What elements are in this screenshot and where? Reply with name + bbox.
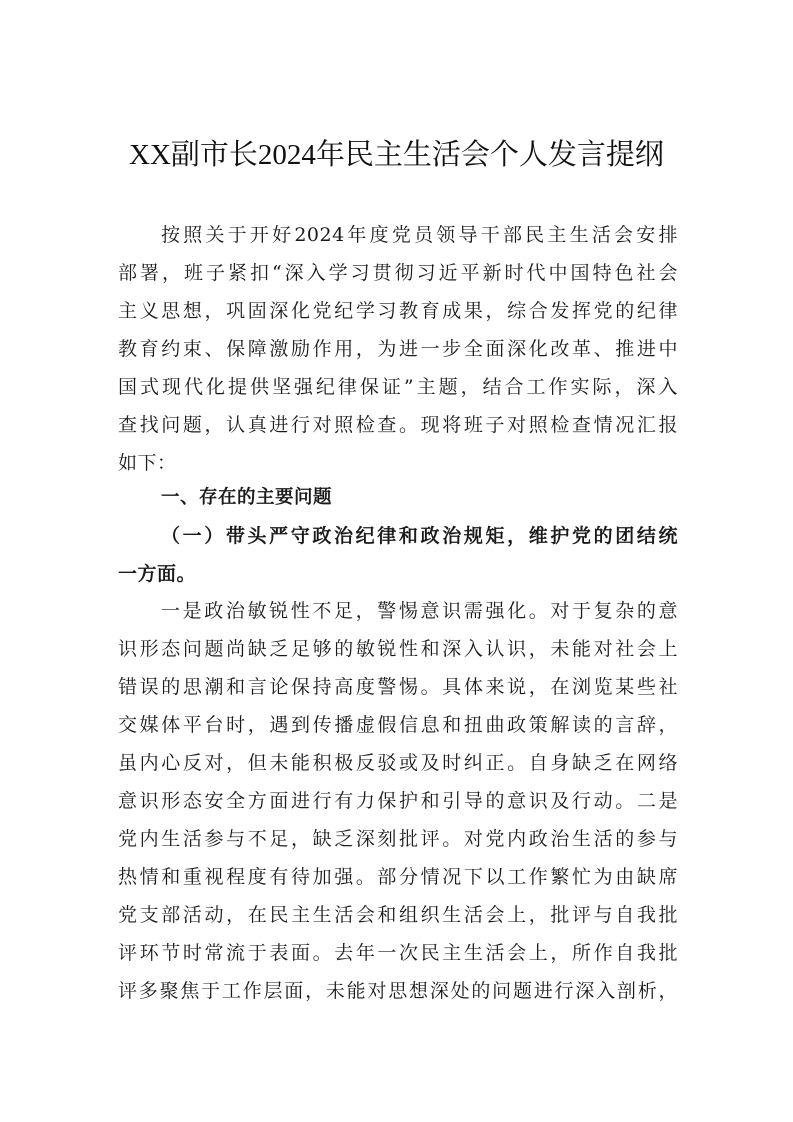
section-heading: 一、存在的主要问题 (161, 487, 333, 508)
intro-line: 查找问题，认真进行对照检查。现将班子对照检查情况汇报 (118, 414, 678, 436)
body-line: 虽内心反对，但未能积极反驳或及时纠正。自身缺乏在网络 (118, 752, 678, 774)
body-line: 热情和重视程度有待加强。部分情况下以工作繁忙为由缺席 (118, 866, 678, 888)
body-line: 评环节时常流于表面。去年一次民主生活会上，所作自我批 (118, 942, 678, 964)
subsection-heading-line: 一方面。 (118, 563, 197, 585)
document-title: XX副市长2024年民主生活会个人发言提纲 (129, 139, 664, 171)
body-line: 意识形态安全方面进行有力保护和引导的意识及行动。二是 (118, 790, 678, 812)
intro-line: 教育约束、保障激励作用，为进一步全面深化改革、推进中 (118, 338, 678, 360)
body-line: 评多聚焦于工作层面，未能对思想深处的问题进行深入剖析， (118, 980, 678, 1002)
intro-line: 按照关于开好2024年度党员领导干部民主生活会安排 (161, 224, 678, 246)
body-line: 党支部活动，在民主生活会和组织生活会上，批评与自我批 (118, 904, 678, 926)
body-line: 错误的思潮和言论保持高度警惕。具体来说，在浏览某些社 (118, 676, 678, 698)
intro-line: 部署，班子紧扣“深入学习贯彻习近平新时代中国特色社会 (118, 262, 678, 284)
intro-line: 国式现代化提供坚强纪律保证”主题，结合工作实际，深入 (118, 376, 678, 398)
body-line: 一是政治敏锐性不足，警惕意识需强化。对于复杂的意 (161, 600, 678, 622)
body-line: 交媒体平台时，遇到传播虚假信息和扭曲政策解读的言辞， (118, 714, 678, 736)
intro-line: 主义思想，巩固深化党纪学习教育成果，综合发挥党的纪律 (118, 300, 678, 322)
body-line: 识形态问题尚缺乏足够的敏锐性和深入认识，未能对社会上 (118, 638, 678, 660)
intro-line: 如下： (118, 452, 177, 474)
body-line: 党内生活参与不足，缺乏深刻批评。对党内政治生活的参与 (118, 828, 678, 850)
subsection-heading-line: （一）带头严守政治纪律和政治规矩，维护党的团结统 (161, 525, 678, 547)
